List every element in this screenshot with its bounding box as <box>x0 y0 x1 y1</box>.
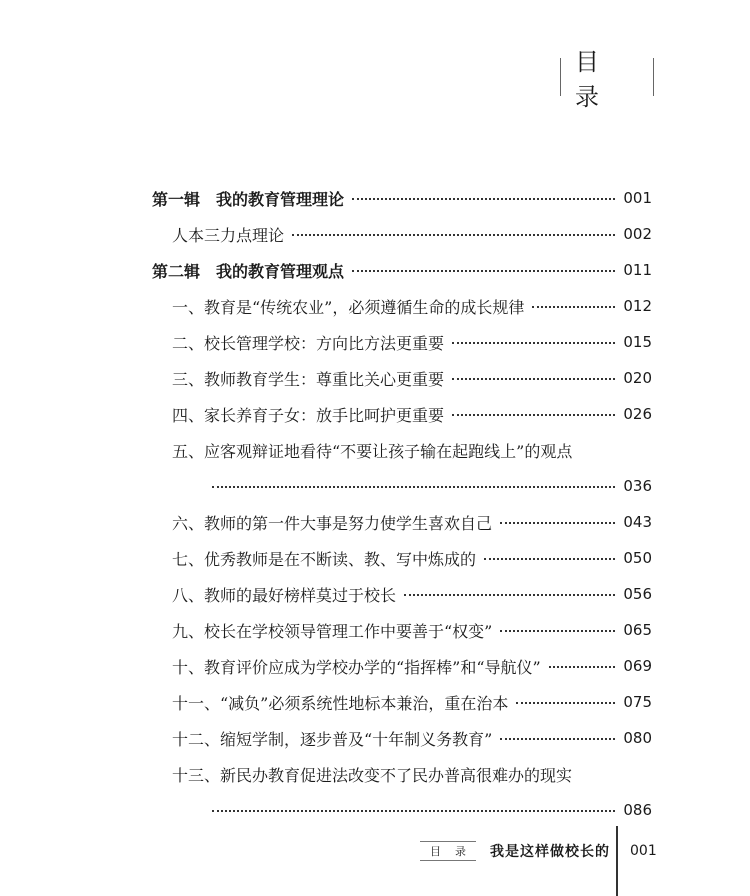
toc-entry-label: 四、家长养育子女：放手比呵护更重要 <box>172 405 445 425</box>
dot-leader <box>352 198 615 200</box>
toc-entry[interactable] <box>172 363 652 393</box>
footer-page-number: 001 <box>630 843 657 859</box>
footer-book-title: 我是这样做校长的 <box>490 844 610 860</box>
toc-entry-label: 十二、缩短学制，逐步普及“十年制义务教育” <box>172 729 493 749</box>
header-box <box>560 48 654 111</box>
toc-entry[interactable] <box>172 327 652 357</box>
toc-entry[interactable] <box>172 579 652 609</box>
toc-entry-page: 056 <box>623 585 652 603</box>
toc-entry[interactable] <box>172 687 652 717</box>
dot-leader <box>352 270 615 272</box>
toc-entry-page: 002 <box>623 225 652 243</box>
footer-section-tab <box>420 841 476 861</box>
footer-tab-right: 录 <box>455 845 466 858</box>
toc-entry-page: 026 <box>623 405 652 423</box>
dot-leader <box>452 342 615 344</box>
toc-entry-label: 九、校长在学校领导管理工作中要善于“权变” <box>172 621 493 641</box>
toc-entry-page: 036 <box>623 477 652 495</box>
toc-entry[interactable] <box>172 399 652 429</box>
toc-entry-label: 第一辑 我的教育管理理论 <box>152 189 345 209</box>
toc-entry[interactable] <box>172 651 652 681</box>
toc-entry[interactable] <box>172 507 652 537</box>
dot-leader <box>500 630 615 632</box>
toc-entry-page: 011 <box>623 261 652 279</box>
toc-entry-page: 080 <box>623 729 652 747</box>
toc-entry-label: 人本三力点理论 <box>172 225 285 245</box>
toc-entry[interactable] <box>172 615 652 645</box>
toc-entry[interactable] <box>172 435 652 465</box>
dot-leader <box>404 594 615 596</box>
page-title: 目 录 <box>575 48 613 111</box>
dot-leader <box>292 234 615 236</box>
toc-entry-page: 043 <box>623 513 652 531</box>
toc-entry-page: 065 <box>623 621 652 639</box>
toc-entry-page: 086 <box>623 801 652 819</box>
toc-entry-page: 075 <box>623 693 652 711</box>
toc-entry-label: 六、教师的第一件大事是努力使学生喜欢自己 <box>172 513 493 533</box>
footer-divider <box>616 826 618 896</box>
toc-entry-page: 050 <box>623 549 652 567</box>
dot-leader <box>452 378 615 380</box>
toc-entry[interactable] <box>172 543 652 573</box>
toc-entry-label: 十、教育评价应成为学校办学的“指挥棒”和“导航仪” <box>172 657 541 677</box>
dot-leader <box>484 558 615 560</box>
toc-entry-label: 十一、“减负”必须系统性地标本兼治，重在治本 <box>172 693 509 713</box>
toc-entry-label: 五、应客观辩证地看待“不要让孩子输在起跑线上”的观点 <box>172 441 573 461</box>
toc-entry-continuation[interactable] <box>212 471 652 501</box>
dot-leader <box>500 738 615 740</box>
toc-entry-label: 第二辑 我的教育管理观点 <box>152 261 345 281</box>
toc-entry-label: 八、教师的最好榜样莫过于校长 <box>172 585 397 605</box>
dot-leader <box>549 666 616 668</box>
toc-entry-label: 三、教师教育学生：尊重比关心更重要 <box>172 369 445 389</box>
toc-entry-page: 015 <box>623 333 652 351</box>
toc-entry-label: 十三、新民办教育促进法改变不了民办普高很难办的现实 <box>172 765 573 785</box>
toc-entry-page: 012 <box>623 297 652 315</box>
footer-tab-left: 目 <box>430 845 441 858</box>
dot-leader <box>516 702 615 704</box>
dot-leader <box>500 522 615 524</box>
toc-entry-page: 001 <box>623 189 652 207</box>
page-footer <box>420 836 660 866</box>
dot-leader <box>532 306 615 308</box>
dot-leader <box>212 810 615 812</box>
toc-entry[interactable] <box>172 723 652 753</box>
toc-entry[interactable] <box>172 219 652 249</box>
toc-entry-page: 069 <box>623 657 652 675</box>
dot-leader <box>452 414 615 416</box>
toc-entry-continuation[interactable] <box>212 795 652 825</box>
toc-entry-page: 020 <box>623 369 652 387</box>
toc-entry[interactable] <box>172 759 652 789</box>
toc-entry[interactable] <box>152 183 652 213</box>
dot-leader <box>212 486 615 488</box>
toc-entry[interactable] <box>152 255 652 285</box>
toc-entry-label: 二、校长管理学校：方向比方法更重要 <box>172 333 445 353</box>
toc-entry-label: 七、优秀教师是在不断读、教、写中炼成的 <box>172 549 477 569</box>
toc-entry[interactable] <box>172 291 652 321</box>
toc-entry-label: 一、教育是“传统农业”，必须遵循生命的成长规律 <box>172 297 525 317</box>
